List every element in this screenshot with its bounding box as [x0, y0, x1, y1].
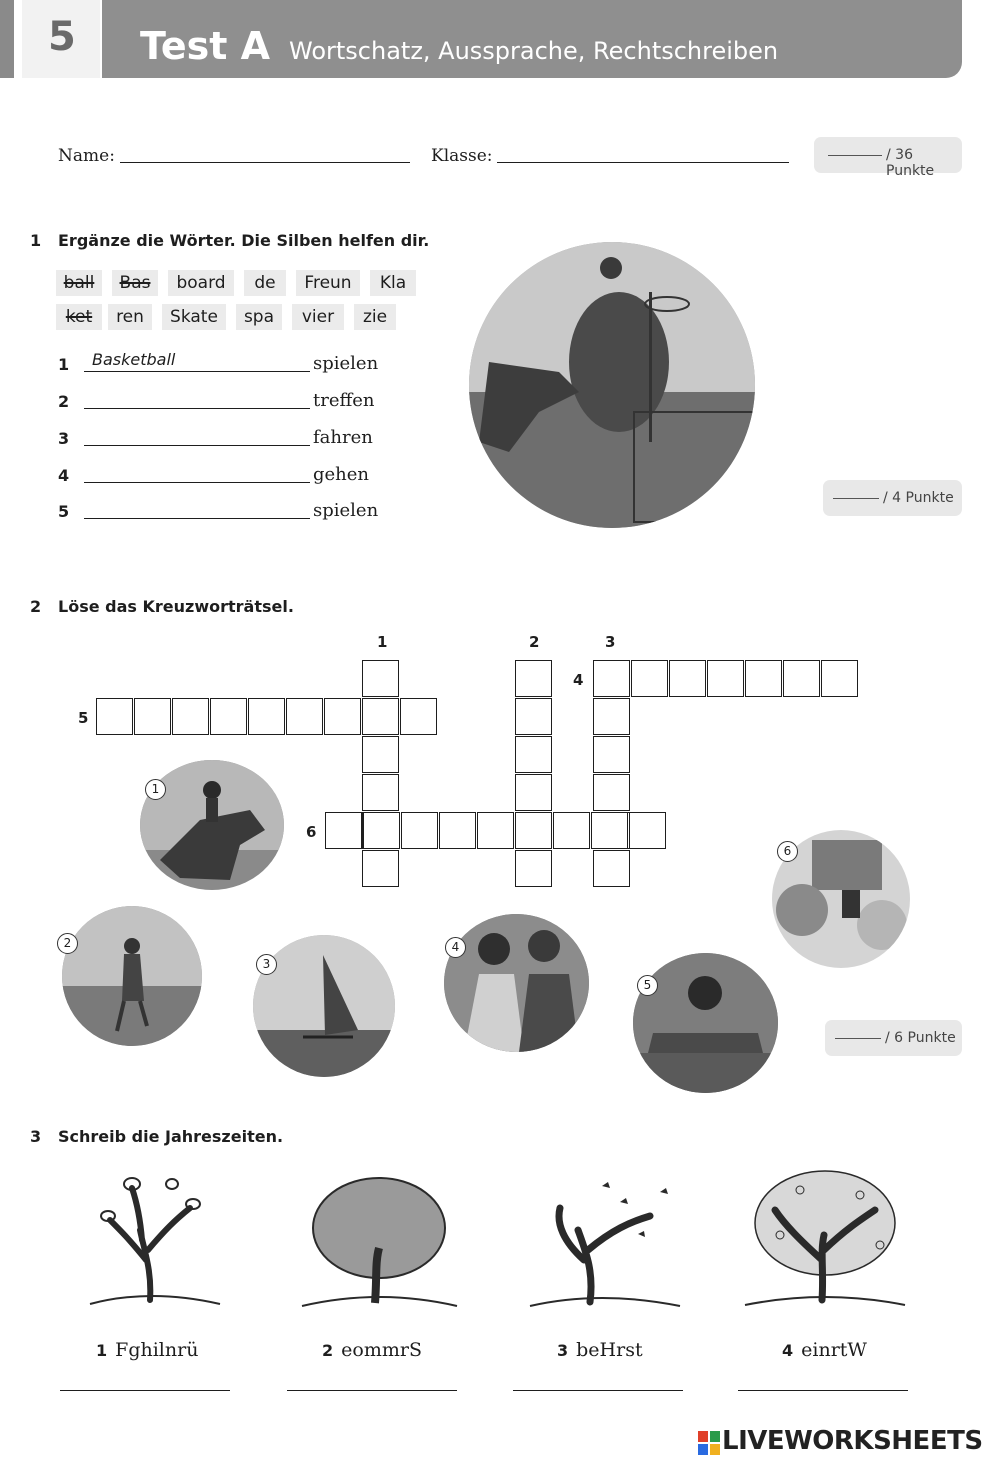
clue-number: 1 — [377, 633, 388, 651]
season-label: 1 Fghilnrü — [96, 1339, 199, 1361]
total-score-box — [814, 137, 962, 179]
crossword-cell[interactable] — [515, 736, 552, 773]
item-number: 5 — [58, 502, 70, 521]
exercise2-number: 2 — [30, 597, 42, 616]
crossword-cell[interactable] — [593, 698, 630, 735]
clue-number: 5 — [78, 709, 89, 727]
liveworksheets-brand: LIVEWORKSHEETS — [722, 1426, 983, 1456]
answer-line[interactable] — [84, 408, 310, 409]
exercise1-instruction: Ergänze die Wörter. Die Silben helfen dir. — [58, 231, 430, 250]
answer-line[interactable] — [84, 445, 310, 446]
syllable-chip: ball — [56, 270, 102, 296]
crossword-cell[interactable] — [591, 812, 628, 849]
crossword-cell[interactable] — [515, 660, 552, 697]
exercise1-score-input[interactable] — [833, 498, 879, 499]
item-number: 4 — [58, 466, 70, 485]
crossword-cell[interactable] — [96, 698, 133, 735]
item-number: 2 — [58, 392, 70, 411]
test-title: Test A — [140, 24, 271, 68]
crossword-cell[interactable] — [248, 698, 285, 735]
friends-photo — [444, 914, 589, 1052]
crossword-cell[interactable] — [363, 812, 400, 849]
item-verb: treffen — [313, 390, 375, 411]
crossword-cell[interactable] — [401, 812, 438, 849]
clue-number: 2 — [529, 633, 540, 651]
crossword-cell[interactable] — [210, 698, 247, 735]
tree-icon — [80, 1170, 230, 1320]
photo-badge: 2 — [57, 933, 78, 954]
header-edge — [0, 0, 14, 78]
tree-icon — [740, 1165, 910, 1320]
crossword-cell[interactable] — [669, 660, 706, 697]
exercise2-score-input[interactable] — [835, 1038, 881, 1039]
crossword-cell[interactable] — [515, 850, 552, 887]
crossword-cell[interactable] — [593, 736, 630, 773]
crossword-cell[interactable] — [362, 736, 399, 773]
crossword-cell[interactable] — [631, 660, 668, 697]
item-number: 3 — [58, 429, 70, 448]
item-number: 1 — [58, 355, 70, 374]
season-answer-line[interactable] — [738, 1390, 908, 1391]
season-label: 2 eommrS — [322, 1339, 422, 1361]
crossword-cell[interactable] — [593, 850, 630, 887]
crossword-cell[interactable] — [362, 774, 399, 811]
name-field[interactable] — [120, 162, 410, 163]
exercise1-score-box — [823, 480, 962, 516]
crossword-cell[interactable] — [515, 812, 552, 849]
syllable-chip: ren — [108, 304, 152, 330]
season-answer-line[interactable] — [513, 1390, 683, 1391]
syllable-chip: Freun — [296, 270, 360, 296]
photo-badge: 1 — [145, 779, 166, 800]
crossword-cell[interactable] — [515, 774, 552, 811]
item-verb: spielen — [313, 500, 379, 521]
syllable-chip: vier — [292, 304, 344, 330]
swimming-photo — [633, 953, 778, 1093]
dancing-photo — [62, 906, 202, 1046]
crossword-cell[interactable] — [821, 660, 858, 697]
crossword-cell[interactable] — [515, 698, 552, 735]
season-label: 3 beHrst — [557, 1339, 643, 1361]
crossword-cell[interactable] — [553, 812, 590, 849]
crossword-cell[interactable] — [629, 812, 666, 849]
clue-number: 6 — [306, 823, 317, 841]
syllable-chip: ket — [56, 304, 102, 330]
photo-badge: 5 — [637, 975, 658, 996]
exercise3-number: 3 — [30, 1127, 42, 1146]
crossword-cell[interactable] — [745, 660, 782, 697]
exercise2-score-box — [825, 1020, 962, 1056]
season-label: 4 einrtW — [782, 1339, 867, 1361]
clue-number: 3 — [605, 633, 616, 651]
exercise1-score-label: / 4 Punkte — [883, 490, 954, 506]
syllable-chip: Skate — [162, 304, 226, 330]
photo-badge: 4 — [445, 937, 466, 958]
exercise2-score-label: / 6 Punkte — [885, 1030, 956, 1046]
item-verb: fahren — [313, 427, 373, 448]
horse-riding-photo — [140, 760, 284, 890]
total-score-label: / 36 Punkte — [886, 147, 935, 179]
syllable-chip: board — [168, 270, 234, 296]
syllable-chip: Bas — [112, 270, 158, 296]
crossword-cell[interactable] — [286, 698, 323, 735]
crossword-cell[interactable] — [593, 774, 630, 811]
unit-number: 5 — [48, 14, 76, 60]
unit-number-box — [22, 0, 100, 78]
crossword-cell[interactable] — [362, 850, 399, 887]
class-label: Klasse: — [431, 146, 493, 166]
crossword-cell[interactable] — [707, 660, 744, 697]
answer-line[interactable] — [84, 371, 310, 372]
crossword-cell[interactable] — [477, 812, 514, 849]
syllable-chip: zie — [354, 304, 396, 330]
syllable-chip: de — [244, 270, 286, 296]
crossword-cell[interactable] — [172, 698, 209, 735]
crossword-cell[interactable] — [134, 698, 171, 735]
windsurfing-photo — [253, 935, 395, 1077]
crossword-cell[interactable] — [324, 698, 361, 735]
exercise1-number: 1 — [30, 231, 42, 250]
season-answer-line[interactable] — [287, 1390, 457, 1391]
answer-line[interactable] — [84, 482, 310, 483]
photo-badge: 6 — [777, 841, 798, 862]
answer-example: Basketball — [92, 350, 176, 369]
crossword-cell[interactable] — [362, 660, 399, 697]
test-subtitle: Wortschatz, Aussprache, Rechtschreiben — [289, 37, 779, 65]
clue-number: 4 — [573, 671, 584, 689]
syllable-chip: spa — [236, 304, 282, 330]
crossword-cell[interactable] — [783, 660, 820, 697]
photo-badge: 3 — [256, 954, 277, 975]
tree-icon — [297, 1168, 462, 1318]
syllable-chip: Kla — [370, 270, 416, 296]
crossword-cell[interactable] — [439, 812, 476, 849]
crossword-cell[interactable] — [362, 698, 399, 735]
season-answer-line[interactable] — [60, 1390, 230, 1391]
item-verb: spielen — [313, 353, 379, 374]
class-field[interactable] — [497, 162, 789, 163]
exercise3-instruction: Schreib die Jahreszeiten. — [58, 1127, 284, 1146]
name-label: Name: — [58, 146, 115, 166]
crossword-cell[interactable] — [400, 698, 437, 735]
exercise2-instruction: Löse das Kreuzworträtsel. — [58, 597, 294, 616]
tree-icon — [520, 1172, 695, 1322]
total-score-input[interactable] — [828, 155, 882, 156]
basketball-photo-icon — [469, 242, 755, 528]
answer-line[interactable] — [84, 518, 310, 519]
crossword-cell[interactable] — [325, 812, 362, 849]
item-verb: gehen — [313, 464, 370, 485]
crossword-cell[interactable] — [593, 660, 630, 697]
liveworksheets-logo-icon — [698, 1431, 720, 1455]
